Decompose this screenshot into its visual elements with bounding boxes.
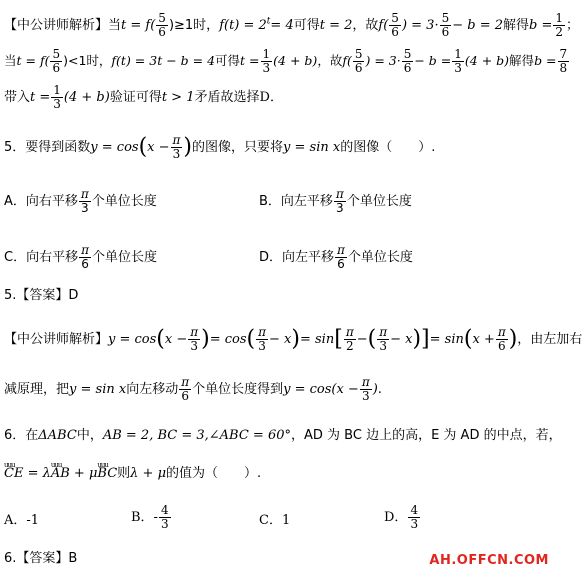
watermark: AH.OFFCN.COM [429, 553, 549, 568]
denominator: 3 [361, 389, 370, 403]
text: 当 [108, 18, 122, 33]
numerator: π [379, 325, 388, 339]
q5-option-d [259, 244, 413, 271]
option-label: B．- [131, 510, 158, 525]
denominator: 3 [262, 61, 271, 75]
text: 当 [4, 53, 17, 68]
text: 中， [76, 428, 103, 443]
numerator: 1 [53, 83, 61, 97]
text: )<1时， [63, 53, 112, 68]
math: = sin [429, 332, 464, 347]
math: = 4 [270, 18, 294, 33]
fraction [558, 48, 570, 75]
option-label: A．向右平移 [4, 194, 78, 209]
text: 则 [117, 466, 131, 481]
numerator: π [80, 187, 89, 201]
text: ，故 [352, 18, 379, 33]
math: − [356, 332, 368, 347]
text: 个单位长度得到 [192, 382, 284, 397]
math: t = 2 [319, 18, 353, 33]
denominator: 3 [454, 61, 462, 75]
denominator: 3 [258, 339, 266, 353]
math: ) = 3· [401, 18, 439, 33]
numerator: 1 [454, 47, 462, 61]
question-number: 5．要得到函数 [4, 140, 91, 155]
numerator: π [190, 325, 199, 339]
denominator: 6 [158, 25, 166, 39]
math: y = sin x [283, 140, 341, 155]
numerator: 5 [403, 47, 412, 61]
math: − b = [414, 53, 452, 68]
q6-option-d [384, 504, 421, 531]
numerator: π [345, 325, 354, 339]
fraction [353, 48, 365, 75]
q6-stem-line-1 [4, 428, 562, 444]
math: + μ [69, 466, 98, 481]
math: y = cos(x − [283, 382, 359, 397]
vector-ce: uuu CE [4, 466, 23, 482]
denominator: 6 [391, 25, 399, 39]
numerator: π [172, 133, 181, 147]
math: ΔABC [38, 428, 77, 443]
q5-stem: 5．要得到函数y = cos(x − $\frac{\pi}{3}$ )的图像，只要将y = sin x的图像（ ）. [4, 133, 436, 161]
math: D [259, 90, 270, 105]
q6-option-b [131, 504, 172, 531]
numerator: π [337, 243, 345, 257]
numerator: 4 [160, 503, 169, 517]
option-label: C．向右平移 [4, 250, 79, 265]
math: (4 + b) [273, 53, 318, 68]
math: f( [342, 53, 352, 68]
fraction [408, 504, 420, 531]
option-label: D．向左平移 [259, 250, 335, 265]
math: = λ [23, 466, 51, 481]
vector-ab: uuu AB [51, 466, 70, 482]
q5-answer: 5.【答案】D [4, 288, 79, 303]
fraction [440, 12, 452, 39]
fraction [377, 326, 389, 353]
math: t = f( [16, 53, 50, 68]
numerator: π [497, 325, 506, 339]
math: t = f( [121, 18, 156, 33]
text: 带入 [4, 90, 31, 105]
math: f( [378, 18, 389, 33]
math: t = [30, 90, 51, 105]
vector-bc: uuu BC [97, 466, 117, 482]
text: 解得 [509, 53, 535, 68]
option-text: 个单位长度 [347, 250, 413, 265]
text: 验证可得 [109, 90, 162, 105]
q5-option-c [4, 244, 157, 271]
fraction [389, 12, 401, 39]
math: ) = 3· [365, 53, 401, 68]
math: λ + μ [130, 466, 167, 481]
text: 的值为（ ）. [166, 466, 262, 481]
numerator: 5 [391, 11, 399, 25]
math: x − [147, 140, 170, 155]
text: 可得 [215, 53, 241, 68]
denominator: 6 [354, 61, 363, 75]
option-text: 个单位长度 [91, 194, 157, 209]
option-label: D． [384, 510, 408, 525]
fraction [496, 326, 508, 353]
denominator: 3 [81, 201, 89, 215]
fraction [335, 244, 347, 271]
q6-answer: 6.【答案】B [4, 551, 78, 566]
fraction [179, 376, 191, 403]
denominator: 3 [53, 97, 61, 111]
text: 可得 [293, 18, 320, 33]
denominator: 6 [81, 257, 89, 271]
text: 解得 [503, 18, 530, 33]
q5-explanation-line-2 [4, 376, 382, 403]
denominator: 6 [403, 61, 412, 75]
denominator: 3 [410, 517, 419, 531]
numerator: π [361, 375, 370, 389]
fraction [159, 504, 171, 531]
fraction [402, 48, 414, 75]
math: b = [529, 18, 553, 33]
fraction [79, 188, 91, 215]
fraction [261, 48, 273, 75]
text: 向左移动 [126, 382, 179, 397]
fraction [156, 12, 168, 39]
denominator: 2 [555, 25, 564, 39]
fraction [334, 188, 346, 215]
fraction [452, 48, 464, 75]
math: t = [240, 53, 260, 68]
math: (4 + b) [464, 53, 510, 68]
math: x − [164, 332, 188, 347]
math: − b = 2 [452, 18, 503, 33]
fraction [553, 12, 565, 39]
numerator: π [81, 243, 89, 257]
math: x + [472, 332, 495, 347]
text: )≥1时， [168, 18, 220, 33]
fraction [50, 48, 62, 75]
question-number: 6．在 [4, 428, 39, 443]
denominator: 6 [181, 389, 189, 403]
math: AB = 2, BC = 3,∠ABC = 60° [102, 428, 291, 443]
denominator: 3 [379, 339, 387, 353]
analysis-tag: 【中公讲师解析】 [4, 332, 109, 347]
option-label: B．向左平移 [259, 194, 333, 209]
denominator: 2 [345, 339, 354, 353]
numerator: 1 [262, 47, 271, 61]
fraction [344, 326, 356, 353]
denominator: 8 [559, 61, 568, 75]
denominator: 6 [52, 61, 61, 75]
text: ，故 [317, 53, 343, 68]
numerator: 1 [555, 11, 564, 25]
text: 减原理，把 [4, 382, 70, 397]
math: t > 1 [161, 90, 195, 105]
text: ，由左加右 [517, 332, 582, 347]
option-text: 个单位长度 [346, 194, 412, 209]
denominator: 6 [441, 25, 450, 39]
analysis-tag: 【中公讲师解析】 [4, 18, 109, 33]
fraction [79, 244, 91, 271]
numerator: 5 [158, 11, 166, 25]
fraction [171, 134, 183, 161]
fraction [51, 84, 63, 111]
analysis-line-2 [4, 48, 570, 75]
q6-option-c: C．1 [259, 513, 291, 528]
fraction [360, 376, 372, 403]
denominator: 6 [337, 257, 345, 271]
numerator: 5 [52, 47, 61, 61]
q5-explanation-line-1: 【中公讲师解析】y = cos(x − $\frac{\pi}{3}$ )= cos( $\frac{\pi}{3}$ − x)= sin[ $\frac{\pi}{2}$ −( $\frac{\pi}{3}$ − x)]= sin(x + $\frac{\pi}{6}$ )，由左加右 [4, 325, 582, 353]
denominator: 3 [160, 517, 169, 531]
numerator: 7 [559, 47, 568, 61]
math: f(t) = 3t − b = 4 [111, 53, 216, 68]
numerator: 5 [441, 11, 450, 25]
math: = sin [299, 332, 335, 347]
numerator: π [181, 375, 190, 389]
analysis-line-1 [4, 12, 579, 39]
math: f(t) = 2 [219, 18, 267, 33]
numerator: 4 [410, 503, 419, 517]
analysis-line-3 [4, 84, 283, 111]
text: . [377, 382, 382, 397]
math: = cos [209, 332, 247, 347]
numerator: 5 [354, 47, 363, 61]
text: ； [566, 18, 580, 33]
text: 矛盾故选择 [194, 90, 260, 105]
denominator: 3 [190, 339, 199, 353]
numerator: π [258, 325, 267, 339]
text: 的图像，只要将 [192, 140, 284, 155]
math: y = cos [108, 332, 157, 347]
math: − x [390, 332, 413, 347]
denominator: 3 [336, 201, 344, 215]
q5-option-b [259, 188, 412, 215]
q5-option-a [4, 188, 157, 215]
exponent: t [266, 16, 271, 27]
math: ) [372, 382, 378, 397]
option-text: 个单位长度 [91, 250, 157, 265]
math: − x [269, 332, 292, 347]
q6-option-a: A．-1 [4, 513, 40, 528]
fraction [188, 326, 200, 353]
text: ，AD 为 BC 边上的高，E 为 AD 的中点，若， [291, 428, 562, 443]
text: 的图像（ ）. [340, 140, 436, 155]
math: (4 + b) [63, 90, 110, 105]
fraction [256, 326, 268, 353]
math: y = sin x [69, 382, 127, 397]
text: ． [269, 90, 283, 105]
q6-stem-line-2 [4, 466, 261, 482]
denominator: 3 [172, 147, 181, 161]
math: b = [534, 53, 557, 68]
numerator: π [335, 187, 344, 201]
denominator: 6 [497, 339, 506, 353]
math: y = cos [90, 140, 139, 155]
